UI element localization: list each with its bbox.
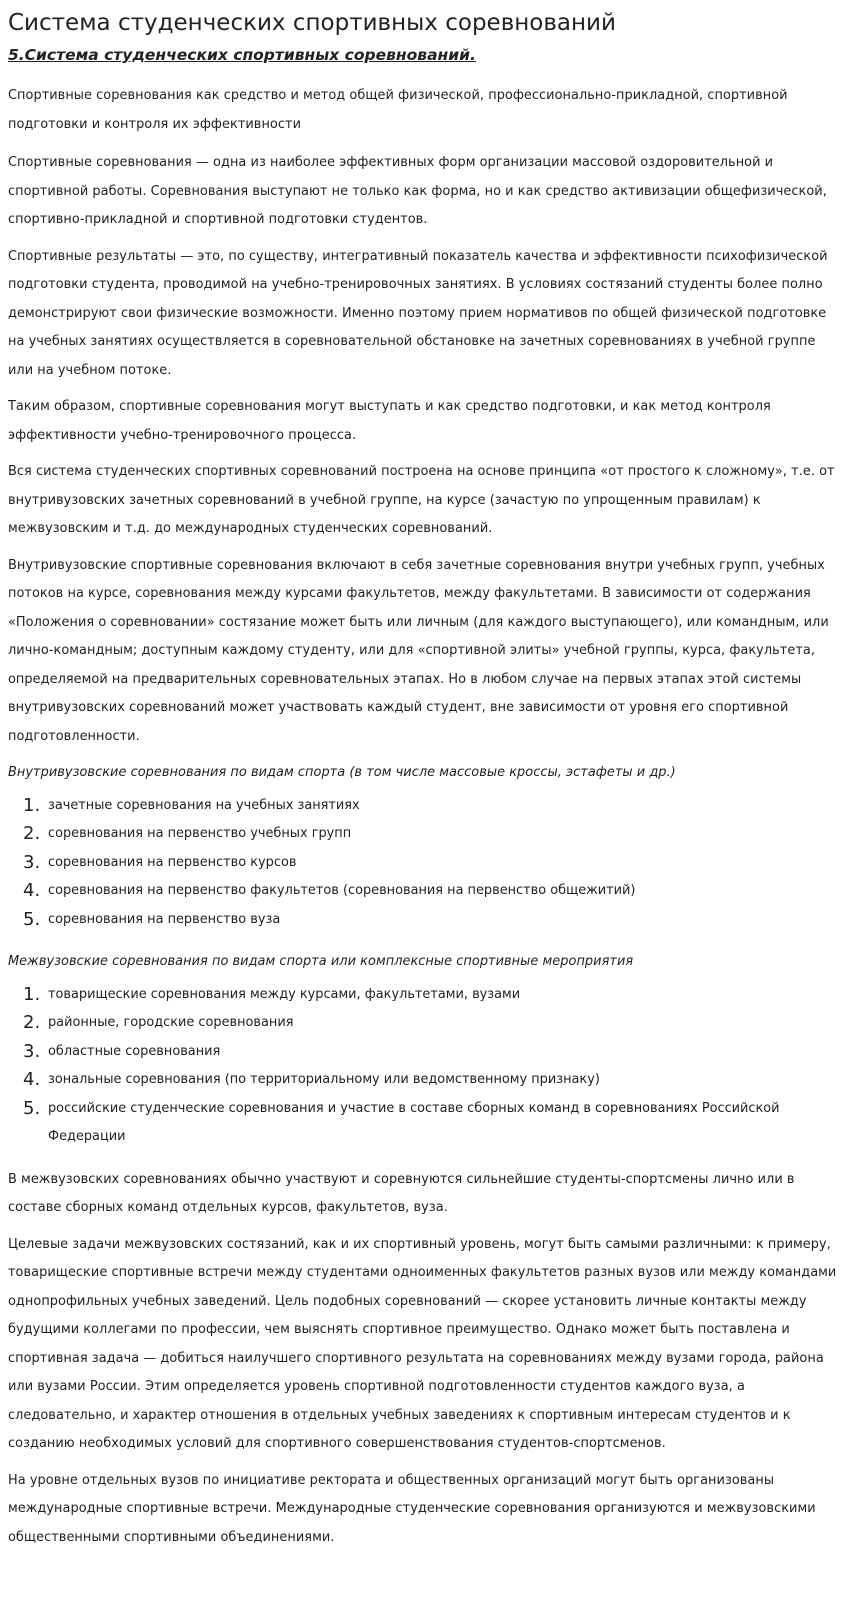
list-item: соревнования на первенство вуза xyxy=(48,911,281,927)
paragraph: Таким образом, спортивные соревнования могут выступать и как средство подготовки, и как метод контроля эффективности учебно-тренировочного процесса. xyxy=(8,399,771,443)
paragraph: Вся система студенческих спортивных соревнований построена на основе принципа «от простого к сложному», т.е. от внутривузовских зачетных соревнований в учебной группе, на курсе (зачастую по упрощенным правилам) к межвузовским и т.д. до международных студенческих соревнований. xyxy=(8,464,835,536)
paragraph: Спортивные соревнования — одна из наиболее эффективных форм организации массовой оздоровительной и спортивной работы. Соревнования выступают не только как форма, но и как средство активизации общефизической, спортивно-прикладной и спортивной подготовки студентов. xyxy=(8,155,827,227)
paragraph: В межвузовских соревнованиях обычно участвуют и соревнуются сильнейшие студенты-спортсмены лично или в составе сборных команд отдельных курсов, факультетов, вуза. xyxy=(8,1171,795,1215)
list-item: российские студенческие соревнования и участие в составе сборных команд в соревнованиях Российской Федерации xyxy=(48,1100,780,1144)
list-item: зачетные соревнования на учебных занятиях xyxy=(48,797,360,813)
list-item: соревнования на первенство учебных групп xyxy=(48,826,352,841)
paragraph: Спортивные соревнования как средство и метод общей физической, профессионально-прикладной, спортивной подготовки и контроля их эффективности xyxy=(8,88,788,132)
list-item: районные, городские соревнования xyxy=(48,1015,294,1030)
list-item: товарищеские соревнования между курсами, факультетами, вузами xyxy=(48,986,521,1002)
paragraph: Спортивные результаты — это, по существу, интегративный показатель качества и эффективности психофизической подготовки студента, проводимой на учебно-тренировочных занятиях. В условиях состязаний студенты более полно демонстрируют свои физические возможности. Именно поэтому прием нормативов по общей физической подготовке на учебных занятиях осуществляется в соревновательной обстановке на зачетных соревнованиях в учебной группе или на учебном потоке. xyxy=(8,248,828,378)
intrauniversity-list xyxy=(8,792,839,935)
list-item: соревнования на первенство курсов xyxy=(48,854,297,870)
list-title-intrauniversity: Внутривузовские соревнования по видам спорта (в том числе массовые кроссы, эстафеты и др.) xyxy=(8,765,676,780)
paragraph: Целевые задачи межвузовских состязаний, как и их спортивный уровень, могут быть самыми различными: к примеру, товарищеские спортивные встречи между студентами одноименных факультетов разных вузов или между командами однопрофильных учебных заведений. Цель подобных соревнований — скорее установить личные контакты между будущими коллегами по профессии, чем выяснять спортивное преимущество. Однако может быть поставлена и спортивная задача — добиться наилучшего спортивного результата на соревнованиях между вузами города, района или вузами России. Этим определяется уровень спортивной подготовленности студентов каждого вуза, а следовательно, и характер отношения в отдельных учебных заведениях к спортивным интересам студентов и к созданию необходимых условий для спортивного совершенствования студентов-спортсменов. xyxy=(8,1236,837,1451)
page-title: Система студенческих спортивных соревнований xyxy=(8,10,616,36)
paragraph: Внутривузовские спортивные соревнования включают в себя зачетные соревнования внутри учебных групп, учебных потоков на курсе, соревнования между курсами факультетов, между факультетами. В зависимости от содержания «Положения о соревновании» состязание может быть или личным (для каждого выступающего), или командным, или лично-командным; доступным каждому студенту, или для «спортивной элиты» учебной группы, курса, факультета, определяемой на предварительных соревновательных этапах. Но в любом случае на первых этапах этой системы внутривузовских соревнований может участвовать каждый студент, вне зависимости от уровня его спортивной подготовленности. xyxy=(8,557,829,744)
paragraph: На уровне отдельных вузов по инициативе ректората и общественных организаций могут быть организованы международные спортивные встречи. Международные студенческие соревнования организуются и межвузовскими общественными спортивными объединениями. xyxy=(8,1472,816,1545)
list-title-interuniversity: Межвузовские соревнования по видам спорта или комплексные спортивные мероприятия xyxy=(8,954,634,969)
interuniversity-list xyxy=(8,981,839,1152)
section-heading: 5.Система студенческих спортивных соревнований. xyxy=(8,46,476,64)
list-item: областные соревнования xyxy=(48,1043,221,1059)
list-item: соревнования на первенство факультетов (соревнования на первенство общежитий) xyxy=(48,883,636,898)
list-item: зональные соревнования (по территориальному или ведомственному признаку) xyxy=(48,1072,600,1087)
